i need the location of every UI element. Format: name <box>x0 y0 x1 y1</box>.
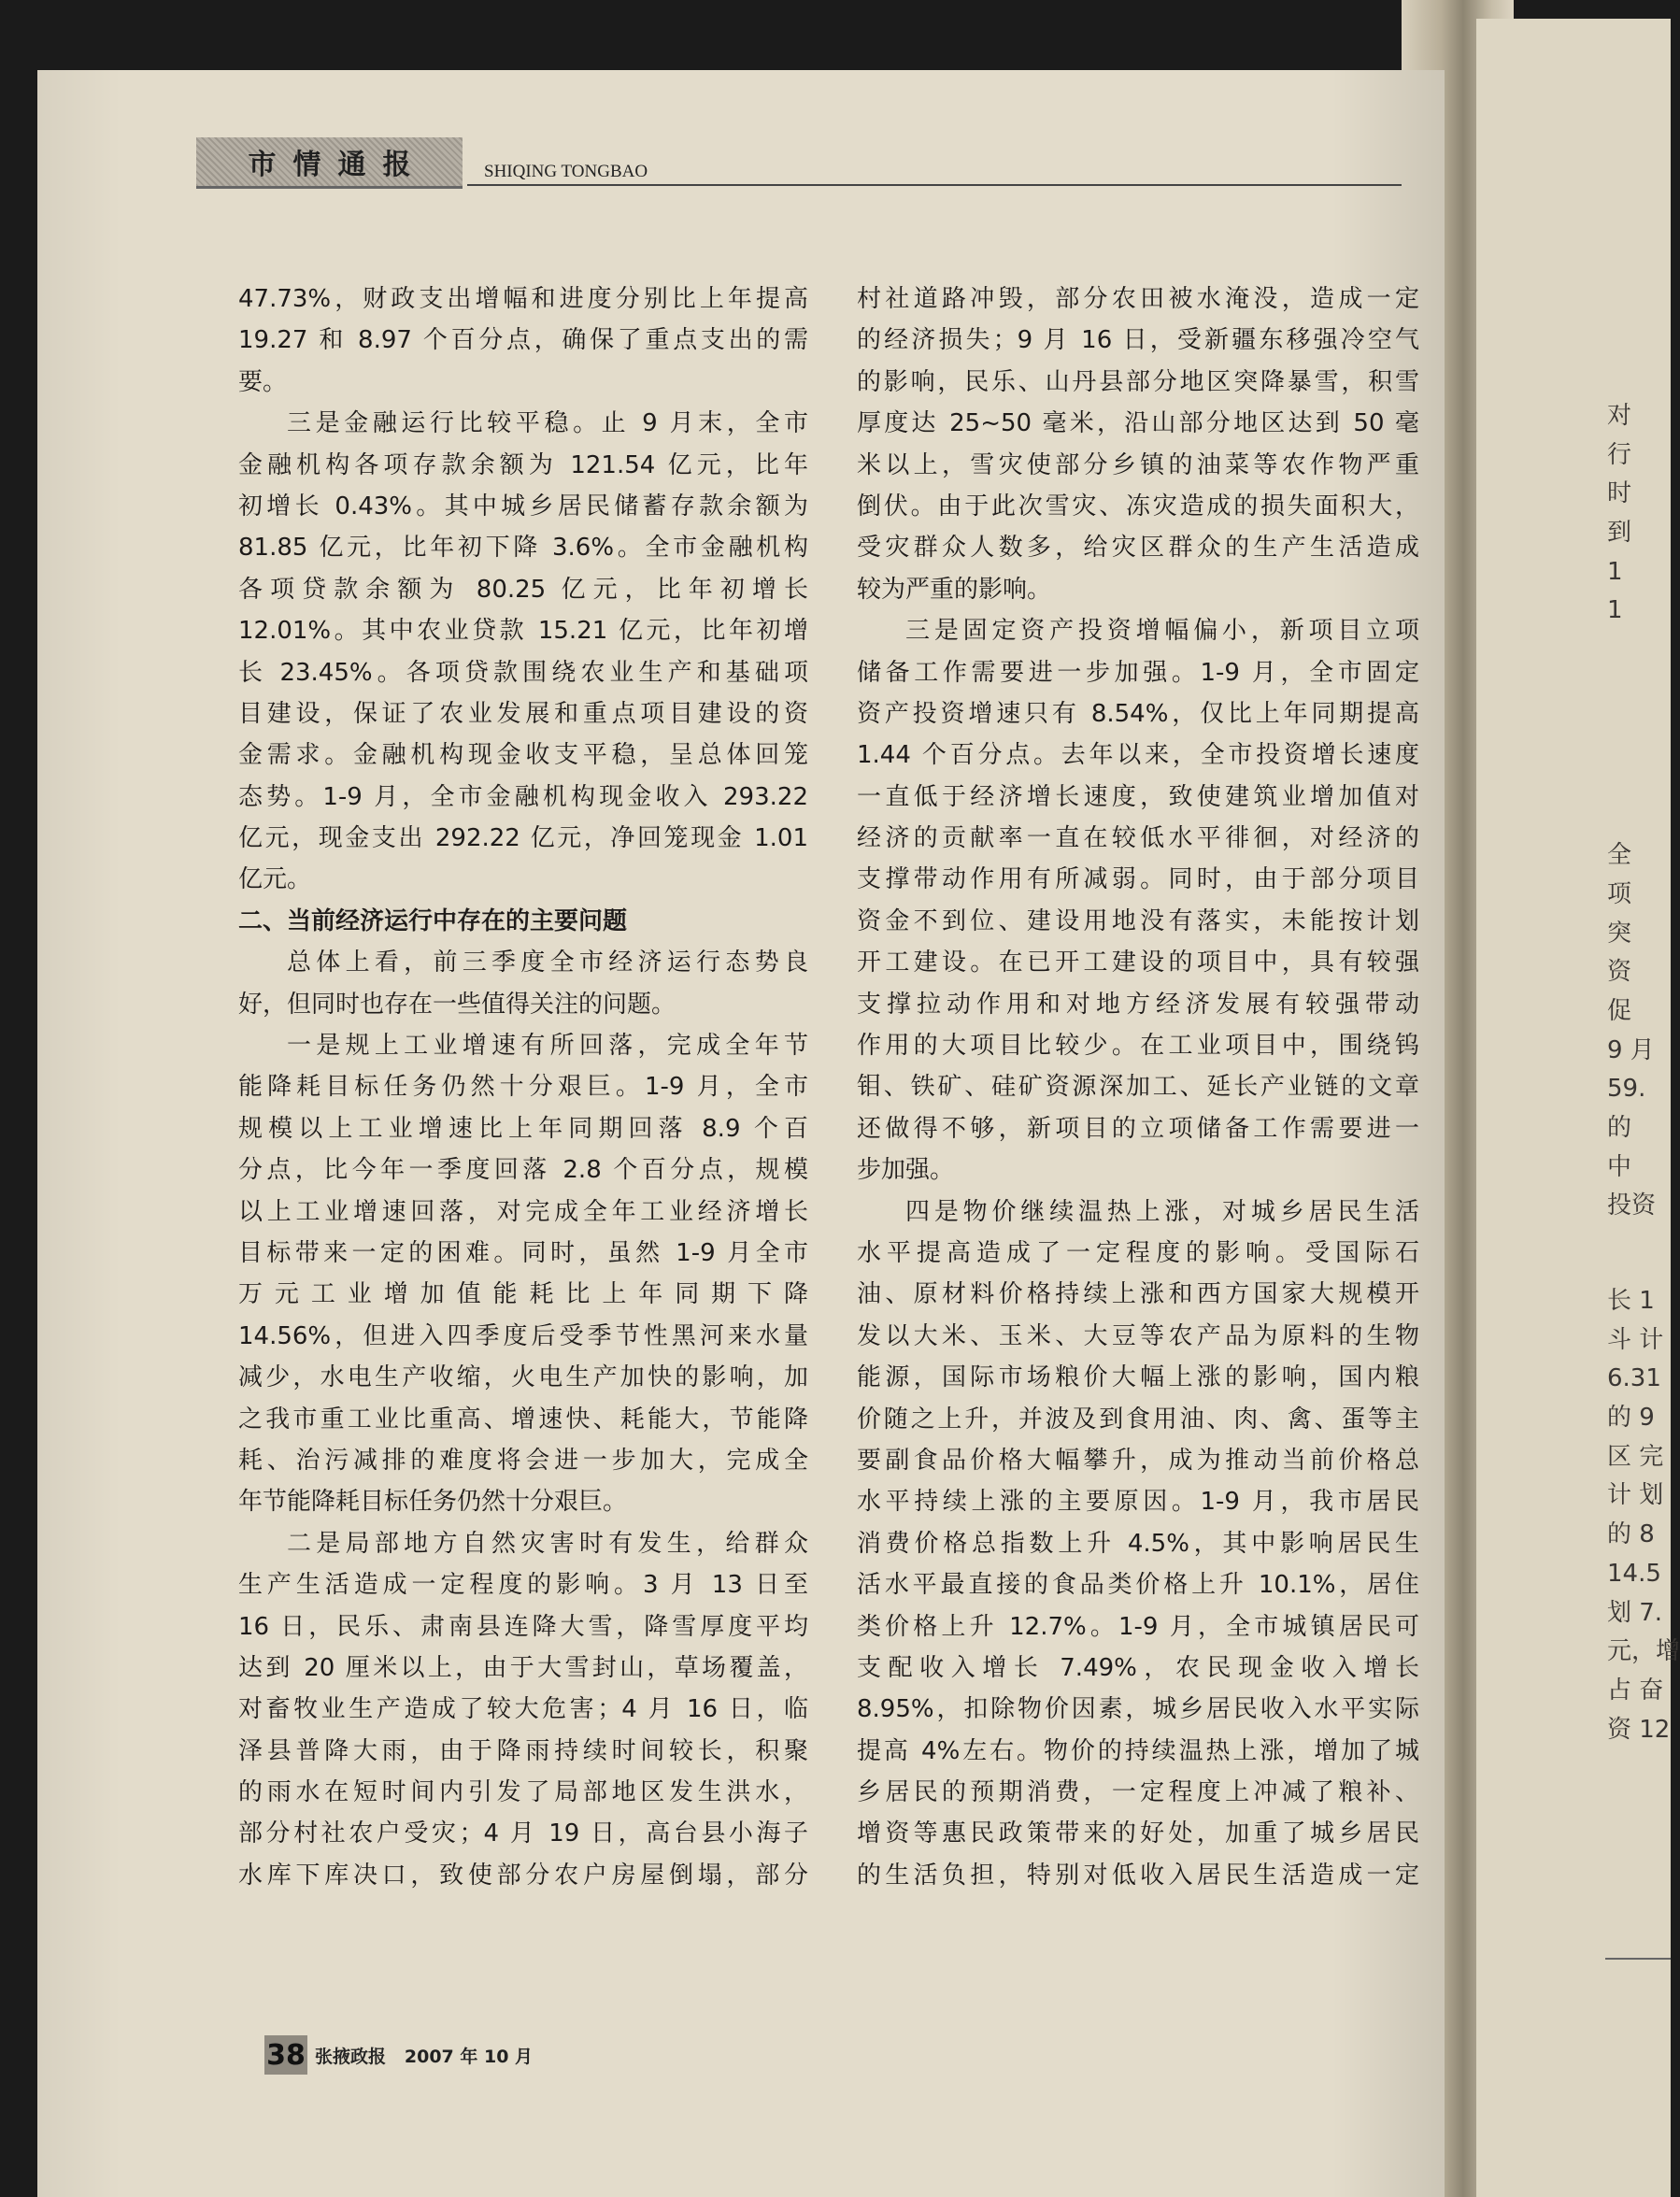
text-line: 达到 20 厘米以上，由于大雪封山，草场覆盖， <box>238 1653 808 1682</box>
facing-page-fragment: 促 <box>1607 996 1632 1025</box>
text-line: 14.56%，但进入四季度后受季节性黑河来水量 <box>238 1321 808 1350</box>
facing-page-fragment: 中 <box>1607 1152 1632 1181</box>
text-line: 19.27 和 8.97 个百分点，确保了重点支出的需 <box>238 326 808 355</box>
text-line: 万元工业增加值能耗比上年同期下降 <box>238 1280 808 1309</box>
text-line: 各项贷款余额为 80.25 亿元，比年初增长 <box>238 575 808 604</box>
facing-page-rule <box>1605 1958 1671 1960</box>
facing-page-fragment: 区 完 <box>1607 1442 1664 1471</box>
text-line: 减少，水电生产收缩，火电生产加快的影响，加 <box>238 1363 808 1392</box>
text-line: 钼、铁矿、硅矿资源深加工、延长产业链的文章 <box>857 1073 1419 1102</box>
text-line: 之我市重工业比重高、增速快、耗能大，节能降 <box>238 1405 808 1434</box>
facing-page-fragment: 项 <box>1607 879 1632 908</box>
text-line: 的影响，民乐、山丹县部分地区突降暴雪，积雪 <box>857 367 1419 396</box>
section-title-pinyin: SHIQING TONGBAO <box>484 162 648 181</box>
facing-page-fragment: 计 划 <box>1607 1481 1664 1510</box>
text-line: 目建设，保证了农业发展和重点项目建设的资 <box>238 699 808 728</box>
text-line: 四是物价继续温热上涨，对城乡居民生活 <box>905 1197 1419 1226</box>
facing-page-fragment: 59. <box>1607 1075 1646 1104</box>
text-line: 一直低于经济增长速度，致使建筑业增加值对 <box>857 782 1419 811</box>
text-line: 亿元。 <box>238 865 312 894</box>
text-line: 金融机构各项存款余额为 121.54 亿元，比年 <box>238 450 808 479</box>
text-line: 水库下库决口，致使部分农户房屋倒塌，部分 <box>238 1861 808 1890</box>
facing-page-fragment: 的 <box>1607 1113 1632 1142</box>
publication-name: 张掖政报 <box>315 2047 387 2067</box>
text-line: 二是局部地方自然灾害时有发生，给群众 <box>287 1529 808 1558</box>
facing-page-fragment: 突 <box>1607 919 1632 948</box>
text-line: 水平提高造成了一定程度的影响。受国际石 <box>857 1238 1419 1267</box>
text-line: 一是规上工业增速有所回落，完成全年节 <box>287 1032 808 1061</box>
text-line: 支撑带动作用有所减弱。同时，由于部分项目 <box>857 865 1419 894</box>
text-line: 16 日，民乐、肃南县连降大雪，降雪厚度平均 <box>238 1612 808 1641</box>
facing-page-fragment: 长 1 <box>1607 1287 1655 1315</box>
text-line: 81.85 亿元，比年初下降 3.6%。全市金融机构 <box>238 534 808 563</box>
facing-page-fragment: 14.5 <box>1607 1559 1661 1588</box>
text-line: 消费价格总指数上升 4.5%，其中影响居民生 <box>857 1529 1419 1558</box>
text-line: 目标带来一定的困难。同时，虽然 1-9 月全市 <box>238 1238 808 1267</box>
text-line: 态势。1-9 月，全市金融机构现金收入 293.22 <box>238 782 808 811</box>
facing-page-fragment: 的 9 <box>1607 1404 1655 1433</box>
right-column <box>857 278 1419 1896</box>
text-line: 年节能降耗目标任务仍然十分艰巨。 <box>238 1488 628 1517</box>
text-line: 初增长 0.43%。其中城乡居民储蓄存款余额为 <box>238 492 808 521</box>
text-line: 增资等惠民政策带来的好处，加重了城乡居民 <box>857 1819 1419 1848</box>
text-line: 步加强。 <box>857 1156 955 1185</box>
text-line: 提高 4%左右。物价的持续温热上涨，增加了城 <box>857 1736 1419 1765</box>
publication-date: 2007 年 10 月 <box>404 2047 534 2067</box>
facing-page-fragment: 的 8 <box>1607 1520 1655 1549</box>
text-line: 三是固定资产投资增幅偏小，新项目立项 <box>905 617 1419 646</box>
section-header <box>196 137 463 189</box>
text-line: 类价格上升 12.7%。1-9 月，全市城镇居民可 <box>857 1612 1419 1641</box>
text-line: 12.01%。其中农业贷款 15.21 亿元，比年初增 <box>238 617 808 646</box>
text-line: 厚度达 25~50 毫米，沿山部分地区达到 50 毫 <box>857 409 1419 438</box>
text-line: 1.44 个百分点。去年以来，全市投资增长速度 <box>857 741 1419 770</box>
facing-page-fragment: 对 <box>1607 402 1632 430</box>
text-line: 耗、治污减排的难度将会进一步加大，完成全 <box>238 1446 808 1475</box>
facing-page-fragment: 元，增 <box>1607 1637 1680 1666</box>
text-line: 价随之上升，并波及到食用油、肉、禽、蛋等主 <box>857 1405 1419 1434</box>
text-line: 支撑拉动作用和对地方经济发展有较强带动 <box>857 990 1419 1019</box>
text-line: 乡居民的预期消费，一定程度上冲减了粮补、 <box>857 1778 1419 1807</box>
text-line: 以上工业增速回落，对完成全年工业经济增长 <box>238 1197 808 1226</box>
text-line: 对畜牧业生产造成了较大危害；4 月 16 日，临 <box>238 1695 808 1724</box>
text-line: 较为严重的影响。 <box>857 575 1052 604</box>
header-rule <box>467 184 1402 186</box>
text-line: 分点，比今年一季度回落 2.8 个百分点，规模 <box>238 1156 808 1185</box>
text-line: 部分村社农户受灾；4 月 19 日，高台县小海子 <box>238 1819 808 1848</box>
text-line: 要副食品价格大幅攀升，成为推动当前价格总 <box>857 1446 1419 1475</box>
text-line: 47.73%，财政支出增幅和进度分别比上年提高 <box>238 285 808 313</box>
text-line: 油、原材料价格持续上涨和西方国家大规模开 <box>857 1280 1419 1309</box>
text-line: 要。 <box>238 367 288 396</box>
text-line: 的生活负担，特别对低收入居民生活造成一定 <box>857 1861 1419 1890</box>
facing-page-fragment: 资 12 <box>1607 1715 1671 1744</box>
text-line: 倒伏。由于此次雪灾、冻灾造成的损失面积大， <box>857 492 1419 521</box>
facing-page-fragment: 到 <box>1607 519 1632 548</box>
text-line: 储备工作需要进一步加强。1-9 月，全市固定 <box>857 658 1419 687</box>
text-line: 8.95%，扣除物价因素，城乡居民收入水平实际 <box>857 1695 1419 1724</box>
text-line: 开工建设。在已开工建设的项目中，具有较强 <box>857 949 1419 977</box>
facing-page-fragment: 斗 计 <box>1607 1325 1664 1354</box>
text-line: 资产投资增速只有 8.54%，仅比上年同期提高 <box>857 699 1419 728</box>
facing-page-fragment: 划 7. <box>1607 1598 1663 1627</box>
facing-page-fragment: 全 <box>1607 841 1632 870</box>
text-line: 三是金融运行比较平稳。止 9 月末，全市 <box>287 409 808 438</box>
text-line: 二、当前经济运行中存在的主要问题 <box>238 906 628 935</box>
facing-page-fragment: 资 <box>1607 958 1632 987</box>
facing-page-fragment: 占 奋 <box>1607 1676 1664 1705</box>
text-line: 经济的贡献率一直在较低水平徘徊，对经济的 <box>857 824 1419 853</box>
text-line: 村社道路冲毁，部分农田被水淹没，造成一定 <box>857 285 1419 313</box>
text-line: 能源，国际市场粮价大幅上涨的影响，国内粮 <box>857 1363 1419 1392</box>
text-line: 发以大米、玉米、大豆等农产品为原料的生物 <box>857 1321 1419 1350</box>
facing-page-fragment: 6.31 <box>1607 1364 1661 1393</box>
facing-page-fragment: 1 <box>1607 596 1623 625</box>
section-title: 市情通报 <box>248 149 428 181</box>
facing-page <box>1476 19 1680 2197</box>
text-line: 的经济损失；9 月 16 日，受新疆东移强冷空气 <box>857 326 1419 355</box>
facing-page-fragment: 投资 <box>1607 1191 1657 1220</box>
text-line: 好，但同时也存在一些值得关注的问题。 <box>238 990 676 1019</box>
facing-page-text <box>1476 19 1680 1749</box>
footer-info <box>315 2043 533 2068</box>
facing-page-fragment: 9 月 <box>1607 1035 1655 1064</box>
text-line: 资金不到位、建设用地没有落实，未能按计划 <box>857 906 1419 935</box>
text-line: 能降耗目标任务仍然十分艰巨。1-9 月，全市 <box>238 1073 808 1102</box>
text-line: 生产生活造成一定程度的影响。3 月 13 日至 <box>238 1571 808 1600</box>
text-line: 规模以上工业增速比上年同期回落 8.9 个百 <box>238 1114 808 1143</box>
facing-page-fragment: 1 <box>1607 557 1623 586</box>
text-line: 亿元，现金支出 292.22 亿元，净回笼现金 1.01 <box>238 824 808 853</box>
text-line: 金需求。金融机构现金收支平稳，呈总体回笼 <box>238 741 808 770</box>
text-line: 米以上，雪灾使部分乡镇的油菜等农作物严重 <box>857 450 1419 479</box>
text-line: 泽县普降大雨，由于降雨持续时间较长，积聚 <box>238 1736 808 1765</box>
text-line: 受灾群众人数多，给灾区群众的生产生活造成 <box>857 534 1419 563</box>
text-line: 水平持续上涨的主要原因。1-9 月，我市居民 <box>857 1488 1419 1517</box>
text-line: 还做得不够，新项目的立项储备工作需要进一 <box>857 1114 1419 1143</box>
left-column <box>238 278 808 1896</box>
page-number: 38 <box>264 2035 307 2075</box>
facing-page-fragment: 行 <box>1607 440 1632 469</box>
facing-page-fragment: 时 <box>1607 479 1632 508</box>
text-line: 的雨水在短时间内引发了局部地区发生洪水， <box>238 1778 808 1807</box>
text-line: 支配收入增长 7.49%，农民现金收入增长 <box>857 1653 1419 1682</box>
text-line: 总体上看，前三季度全市经济运行态势良 <box>287 949 808 977</box>
text-line: 作用的大项目比较少。在工业项目中，围绕钨 <box>857 1032 1419 1061</box>
text-line: 活水平最直接的食品类价格上升 10.1%，居住 <box>857 1571 1419 1600</box>
text-line: 长 23.45%。各项贷款围绕农业生产和基础项 <box>238 658 808 687</box>
